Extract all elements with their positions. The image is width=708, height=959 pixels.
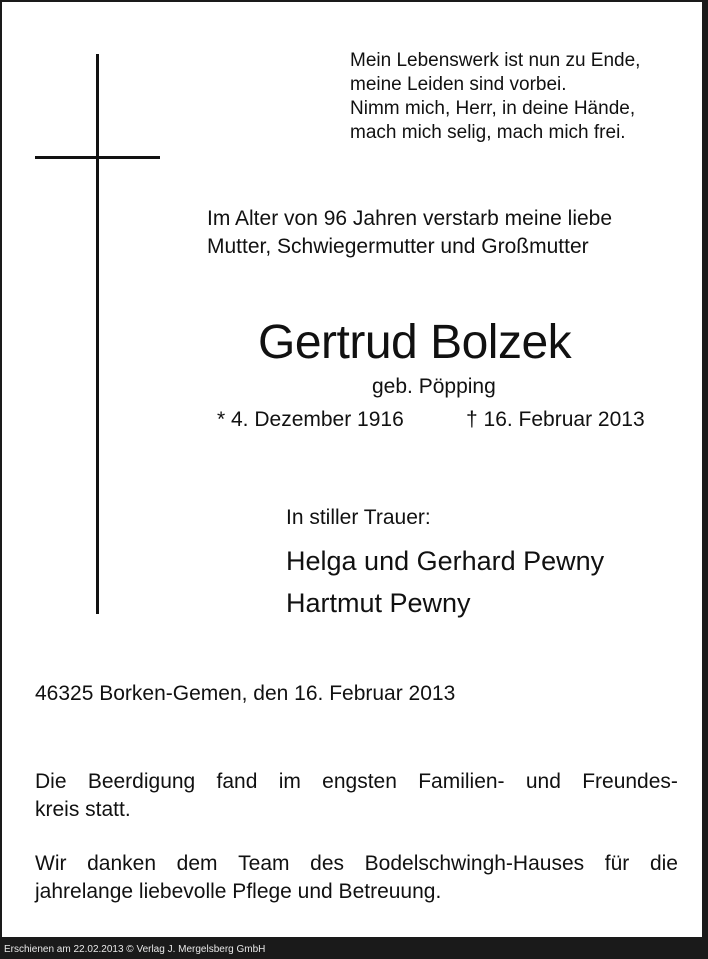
word: Familien- bbox=[418, 770, 505, 793]
word: und bbox=[525, 770, 561, 793]
mourner-name: Hartmut Pewny bbox=[286, 588, 471, 618]
funeral-line-2: kreis statt. bbox=[35, 798, 131, 821]
cross-icon-vertical-bar bbox=[96, 54, 99, 614]
poem-line: meine Leiden sind vorbei. bbox=[350, 74, 567, 95]
funeral-paragraph bbox=[35, 768, 678, 824]
word: für bbox=[604, 852, 630, 875]
intro-line: Mutter, Schwiegermutter und Großmutter bbox=[207, 235, 589, 258]
thanks-line-1 bbox=[35, 850, 678, 878]
cross-icon-horizontal-bar bbox=[35, 156, 160, 159]
word: Freundes- bbox=[582, 770, 678, 793]
word: dem bbox=[176, 852, 218, 875]
intro-text bbox=[207, 205, 612, 261]
intro-line: Im Alter von 96 Jahren verstarb meine liebe bbox=[207, 207, 613, 230]
death-date: † 16. Februar 2013 bbox=[466, 408, 645, 431]
word: die bbox=[649, 852, 678, 875]
poem-line: Mein Lebenswerk ist nun zu Ende, bbox=[350, 50, 641, 71]
word: Team bbox=[238, 852, 290, 875]
publication-footer: Erschienen am 22.02.2013 © Verlag J. Mergelsberg GmbH bbox=[4, 944, 266, 955]
mourner-name: Helga und Gerhard Pewny bbox=[286, 546, 605, 576]
word: fand bbox=[216, 770, 258, 793]
poem-line: Nimm mich, Herr, in deine Hände, bbox=[350, 98, 636, 119]
word: des bbox=[310, 852, 345, 875]
word: engsten bbox=[322, 770, 397, 793]
thanks-line-2: jahrelange liebevolle Pflege und Betreuung. bbox=[35, 880, 442, 903]
maiden-name: geb. Pöpping bbox=[372, 375, 496, 398]
word: Beerdigung bbox=[87, 770, 196, 793]
funeral-line-1 bbox=[35, 768, 678, 796]
mourners-list bbox=[286, 540, 604, 624]
mourners-label: In stiller Trauer: bbox=[286, 506, 431, 529]
word: im bbox=[278, 770, 301, 793]
deceased-name: Gertrud Bolzek bbox=[258, 316, 572, 369]
birth-date: * 4. Dezember 1916 bbox=[217, 408, 404, 431]
word: Die bbox=[35, 770, 67, 793]
word: danken bbox=[87, 852, 157, 875]
obituary-notice bbox=[2, 2, 702, 937]
poem-line: mach mich selig, mach mich frei. bbox=[350, 122, 626, 143]
word: Wir bbox=[35, 852, 67, 875]
thanks-paragraph bbox=[35, 850, 678, 906]
word: Bodelschwingh-Hauses bbox=[364, 852, 585, 875]
place-and-date: 46325 Borken-Gemen, den 16. Februar 2013 bbox=[35, 682, 456, 705]
poem bbox=[350, 49, 640, 145]
